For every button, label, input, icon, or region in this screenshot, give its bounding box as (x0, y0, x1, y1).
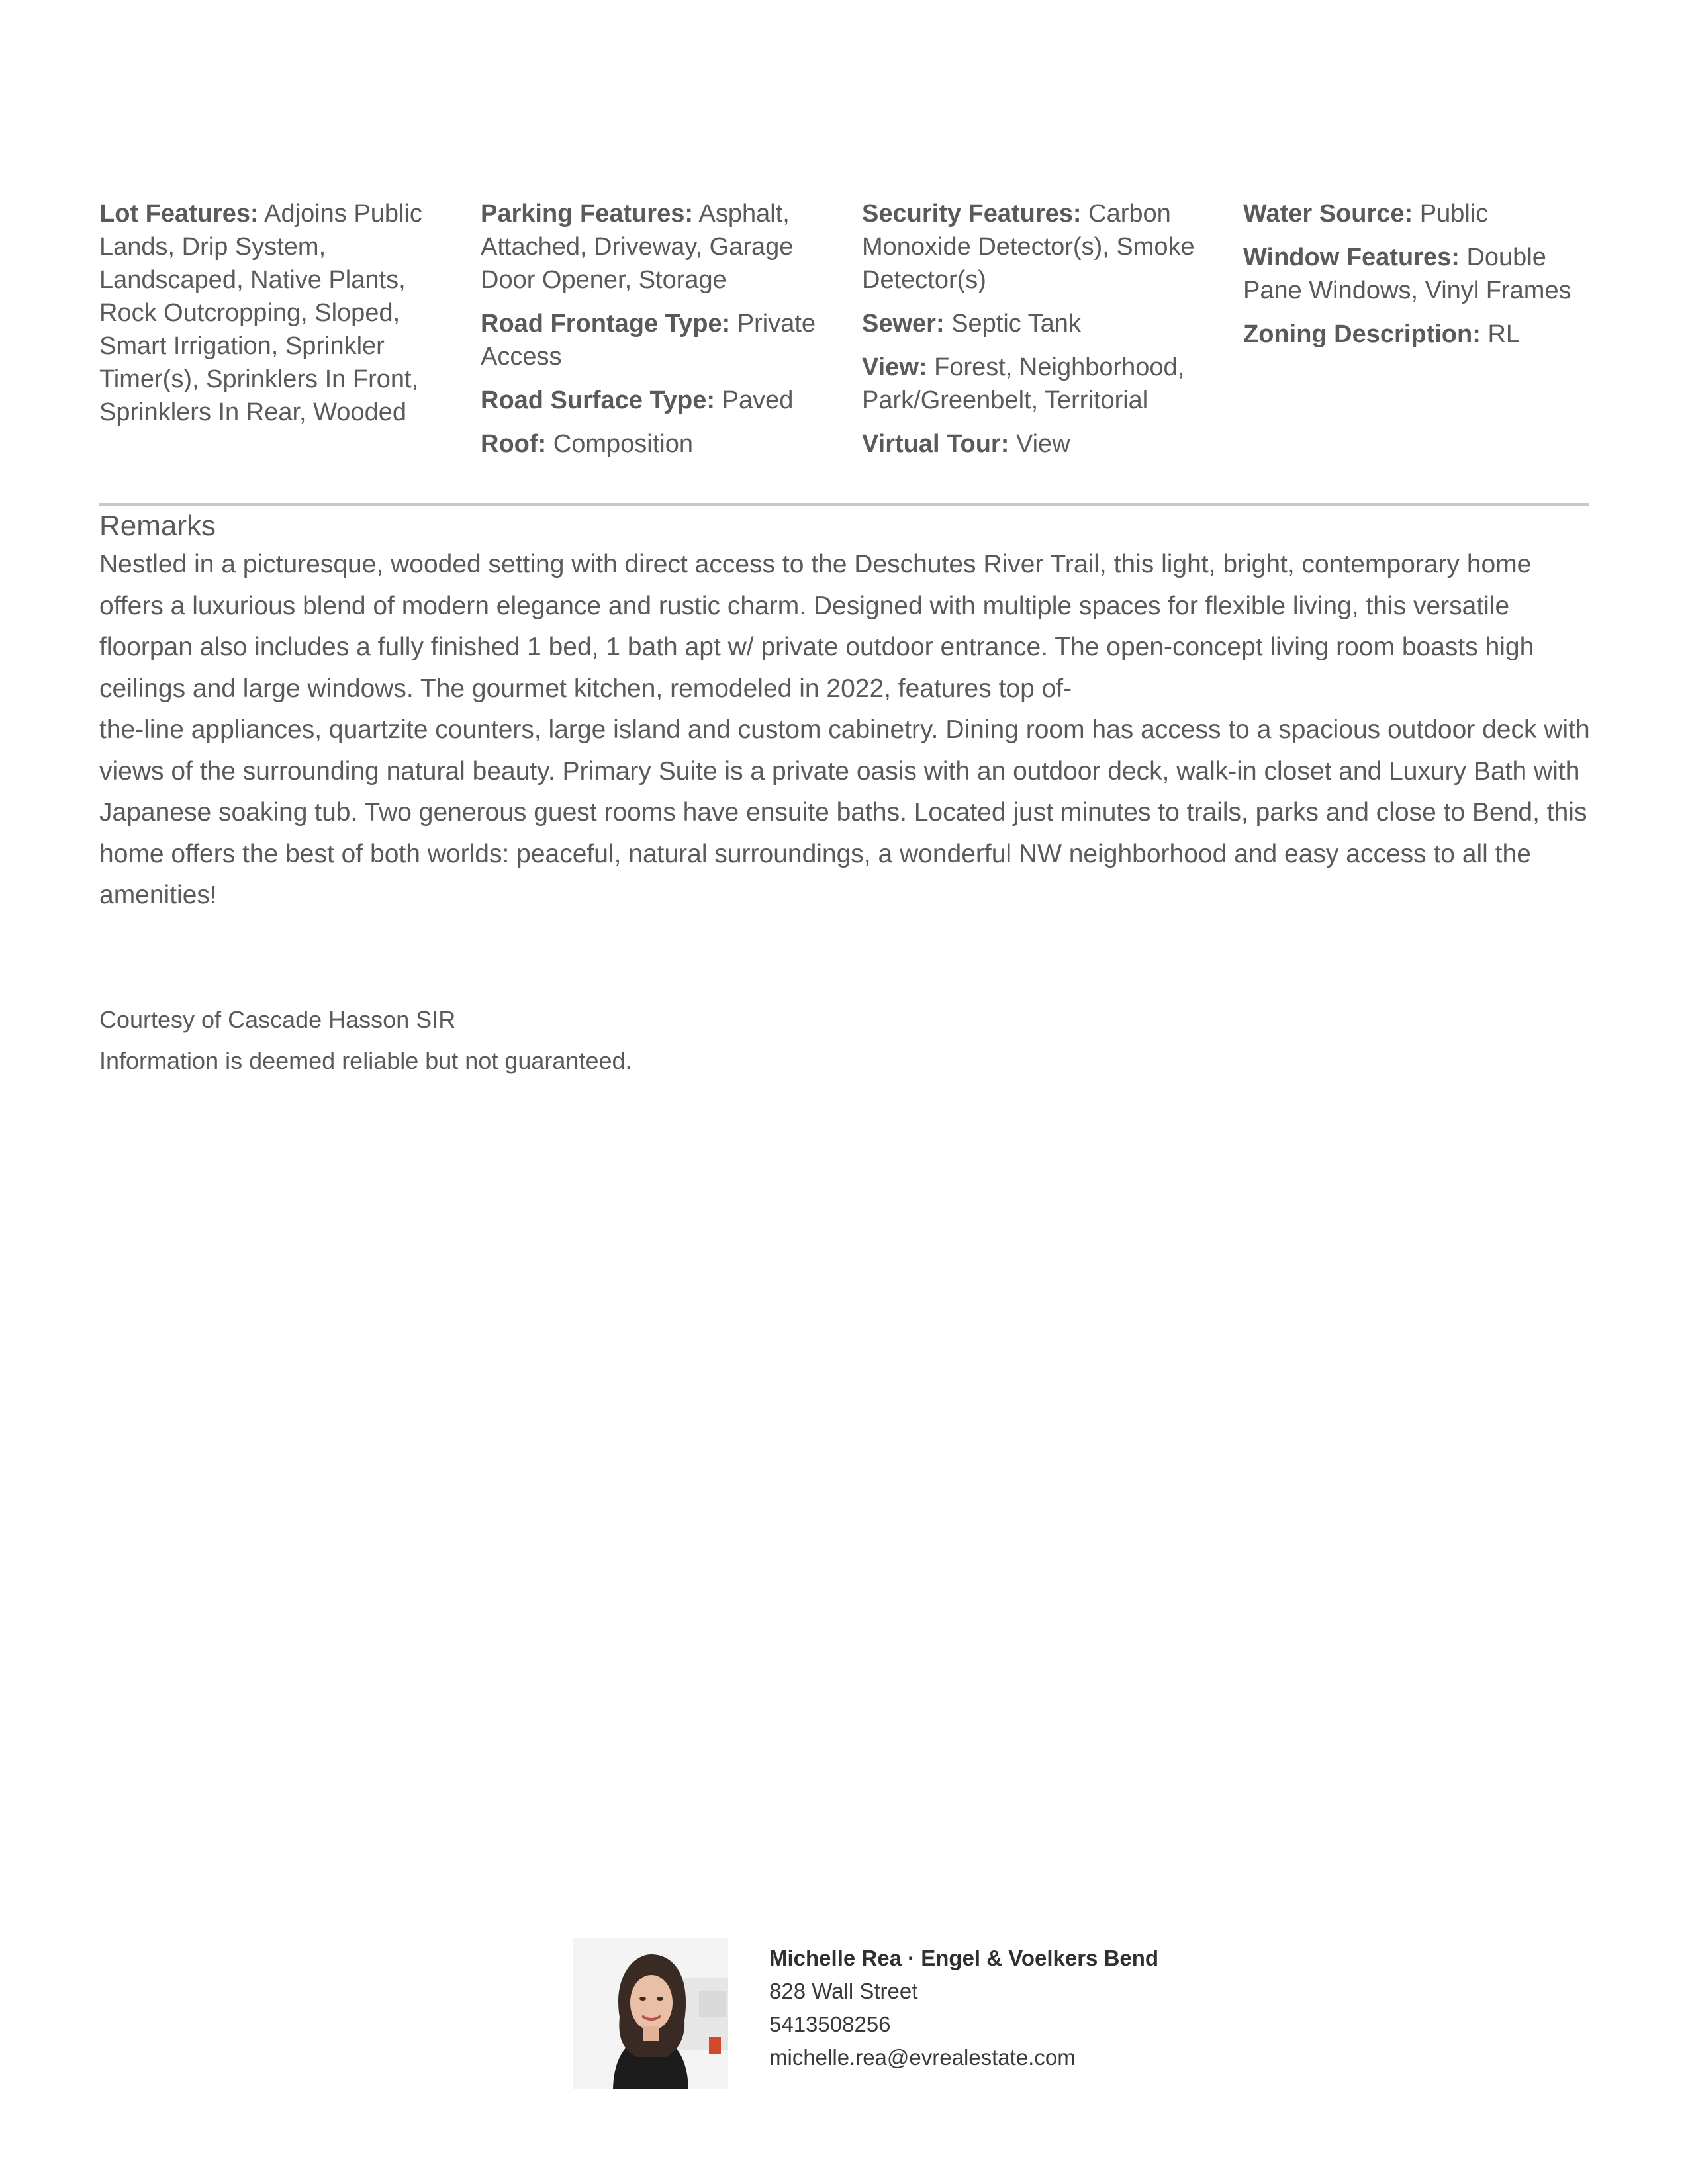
feature-road-surface (481, 384, 826, 417)
courtesy-line: Courtesy of Cascade Hasson SIR (99, 1006, 456, 1033)
remarks-paragraph-1: Nestled in a picturesque, wooded setting with direct access to the Deschutes River Trail, this light, bright, contemporary home offers a luxurious blend of modern elegance and rustic charm. Designed with multiple spaces for flexible living, this versatile floorpan also includes a fully finished 1 bed, 1 bath apt w/ private outdoor entrance. The open-concept living room boasts high ceilings and large windows. The gourmet kitchen, remodeled in 2022, features top of- (99, 550, 1534, 703)
feature-label: Lot Features: (99, 200, 259, 228)
feature-label: Virtual Tour: (862, 430, 1009, 458)
feature-value: Adjoins Public Lands, Drip System, Landscaped, Native Plants, Rock Outcropping, Sloped, Smart Irrigation, Sprinkler Timer(s), Sprinklers In Front, Sprinklers In Rear, Wooded (99, 200, 422, 426)
feature-value: RL (1487, 320, 1521, 348)
feature-window (1243, 241, 1589, 307)
features-column-1 (99, 197, 445, 471)
feature-label: Water Source: (1243, 200, 1413, 228)
feature-value: Double Pane Windows, Vinyl Frames (1243, 244, 1571, 304)
agent-address: 828 Wall Street (769, 1979, 918, 2003)
feature-label: Road Frontage Type: (481, 310, 731, 338)
feature-security (862, 197, 1207, 296)
feature-lot (99, 197, 445, 429)
feature-roof (481, 428, 826, 461)
agent-photo (573, 1938, 728, 2089)
feature-parking (481, 197, 826, 296)
remarks-paragraph-2: the-line appliances, quartzite counters, large island and custom cabinetry. Dining room has access to a spacious outdoor deck with views of the surrounding natural beauty. Primary Suite is a private oasis with an outdoor deck, walk-in closet and Luxury Bath with Japanese soaking tub. Two generous guest rooms have ensuite baths. Located just minutes to trails, parks and close to Bend, this home offers the best of both worlds: peaceful, natural surroundings, a wonderful NW neighborhood and easy access to all the amenities! (99, 715, 1590, 909)
feature-value: Forest, Neighborhood, Park/Greenbelt, Territorial (862, 353, 1185, 414)
feature-virtual-tour (862, 428, 1207, 461)
feature-label: Parking Features: (481, 200, 693, 228)
remarks-text (99, 544, 1595, 917)
feature-label: Roof: (481, 430, 547, 458)
feature-value: Public (1419, 200, 1489, 228)
feature-label: Security Features: (862, 200, 1082, 228)
agent-email[interactable]: michelle.rea@evrealestate.com (769, 2045, 1076, 2070)
feature-label: Zoning Description: (1243, 320, 1481, 348)
agent-info (769, 1942, 1158, 2074)
feature-value: Private Access (481, 310, 816, 371)
feature-value: Septic Tank (951, 310, 1081, 338)
feature-value: Paved (722, 387, 794, 414)
agent-phone[interactable]: 5413508256 (769, 2012, 891, 2036)
feature-label: Road Surface Type: (481, 387, 716, 414)
feature-label: Sewer: (862, 310, 945, 338)
section-divider (99, 503, 1589, 506)
features-grid (99, 197, 1589, 471)
features-column-3 (862, 197, 1207, 471)
agent-name: Michelle Rea · Engel & Voelkers Bend (769, 1946, 1159, 1970)
remarks-heading: Remarks (99, 510, 216, 542)
feature-view (862, 351, 1207, 417)
feature-value: Composition (553, 430, 693, 458)
feature-sewer (862, 307, 1207, 340)
feature-label: View: (862, 353, 927, 381)
feature-value: Carbon Monoxide Detector(s), Smoke Detector(s) (862, 200, 1195, 294)
agent-portrait-icon (573, 1938, 728, 2089)
features-column-4 (1243, 197, 1589, 471)
feature-road-frontage (481, 307, 826, 373)
features-column-2 (481, 197, 826, 471)
virtual-tour-link[interactable]: View (1015, 430, 1070, 458)
disclaimer-line: Information is deemed reliable but not guaranteed. (99, 1047, 632, 1074)
feature-value: Asphalt, Attached, Driveway, Garage Door Opener, Storage (481, 200, 794, 294)
feature-label: Window Features: (1243, 244, 1460, 271)
feature-water-source (1243, 197, 1589, 230)
feature-zoning (1243, 318, 1589, 351)
courtesy-block (99, 999, 632, 1081)
